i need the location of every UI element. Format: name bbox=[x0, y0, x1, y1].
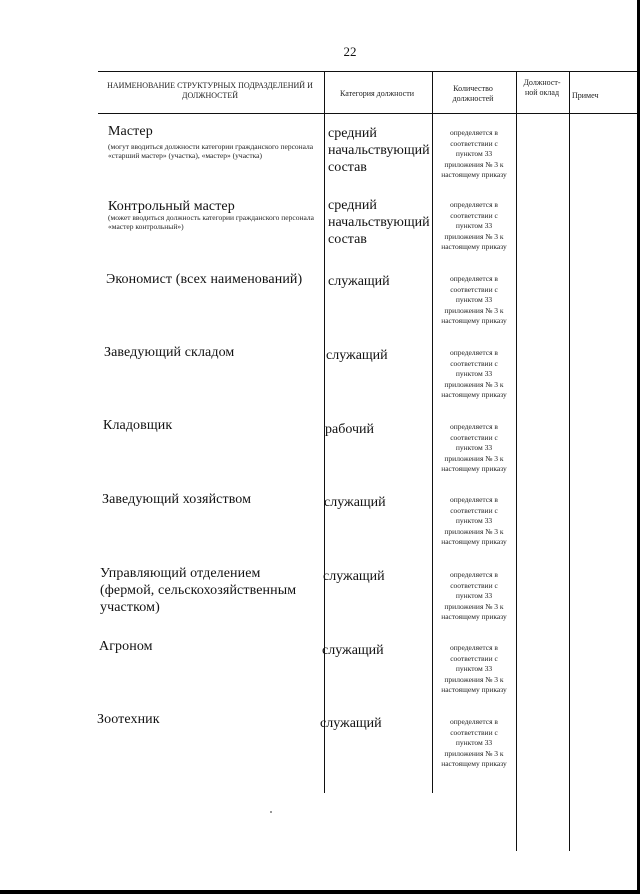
position-title: Заведующий хозяйством bbox=[102, 492, 252, 507]
position-quantity: определяется в соответствии с пунктом 33 приложения № 3 к настоящему приказу bbox=[441, 495, 507, 546]
column-divider bbox=[432, 71, 433, 793]
position-quantity: определяется в соответствии с пунктом 33 приложения № 3 к настоящему приказу bbox=[441, 643, 507, 694]
position-title: Зоотехник bbox=[97, 712, 160, 727]
position-quantity: определяется в соответствии с пунктом 33 приложения № 3 к настоящему приказу bbox=[441, 200, 507, 251]
position-title: Управляющий отделением (фермой, сельскохозяйственным участком) bbox=[100, 566, 297, 615]
position-quantity: определяется в соответствии с пунктом 33 приложения № 3 к настоящему приказу bbox=[441, 274, 507, 325]
position-category: служащий bbox=[328, 274, 390, 289]
header-bottom-border bbox=[98, 113, 640, 114]
position-quantity: определяется в соответствии с пунктом 33 приложения № 3 к настоящему приказу bbox=[441, 570, 507, 621]
position-category: средний начальствующий состав bbox=[328, 198, 430, 247]
column-divider bbox=[569, 71, 570, 851]
position-quantity: определяется в соответствии с пунктом 33 приложения № 3 к настоящему приказу bbox=[441, 128, 507, 179]
header-note: Примеч bbox=[572, 91, 599, 100]
position-quantity: определяется в соответствии с пунктом 33 приложения № 3 к настоящему приказу bbox=[441, 348, 507, 399]
position-category: служащий bbox=[324, 495, 386, 510]
position-quantity: определяется в соответствии с пунктом 33 приложения № 3 к настоящему приказу bbox=[441, 422, 507, 473]
position-title: Агроном bbox=[99, 639, 153, 654]
position-title: Экономист (всех наименований) bbox=[106, 272, 303, 287]
position-title: Кладовщик bbox=[103, 418, 173, 433]
position-category: средний начальствующий состав bbox=[328, 126, 430, 175]
position-title: Контрольный мастер bbox=[108, 199, 235, 214]
position-quantity: определяется в соответствии с пунктом 33 приложения № 3 к настоящему приказу bbox=[441, 717, 507, 768]
header-category: Категория должности bbox=[340, 89, 414, 98]
position-category: служащий bbox=[326, 348, 388, 363]
position-category: служащий bbox=[322, 643, 384, 658]
column-divider bbox=[516, 71, 517, 851]
header-salary: Должност-ной оклад bbox=[523, 78, 561, 97]
position-category: служащий bbox=[320, 716, 382, 731]
header-name: НАИМЕНОВАНИЕ СТРУКТУРНЫХ ПОДРАЗДЕЛЕНИЙ И ДОЛЖНОСТЕЙ bbox=[107, 81, 313, 100]
table-top-border bbox=[98, 71, 640, 72]
position-note: (могут вводиться должности категории гражданского персонала «старший мастер» (участка), «мастер» (участка) bbox=[108, 142, 314, 160]
scan-edge bbox=[0, 890, 640, 894]
header-quantity: Количество должностей bbox=[452, 84, 494, 103]
position-note: (может вводиться должность категории гражданского персонала «мастер контрольный») bbox=[108, 213, 314, 231]
position-title: Заведующий складом bbox=[104, 345, 235, 360]
scan-speck bbox=[270, 811, 272, 813]
position-category: служащий bbox=[323, 569, 385, 584]
position-category: рабочий bbox=[325, 422, 374, 437]
page-number: 22 bbox=[343, 44, 357, 59]
position-title: Мастер bbox=[108, 124, 153, 139]
